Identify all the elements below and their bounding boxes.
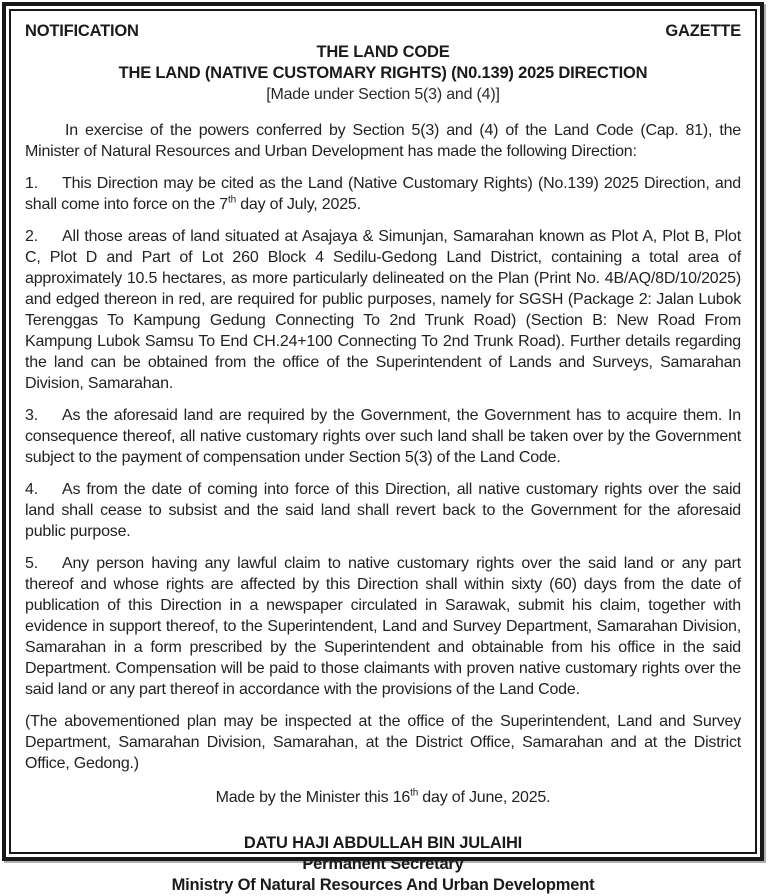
signatory-ministry: Ministry Of Natural Resources And Urban Development (171, 876, 595, 894)
ordinal-superscript: th (228, 194, 236, 206)
masthead (25, 21, 741, 42)
doc-title-line1: THE LAND CODE (316, 43, 450, 61)
item-text: As from the date of coming into force of this Direction, all native customary rights over the said land shall cease to subsist and the said land shall revert back to the Government for the aforesaid public purpose. (25, 481, 741, 540)
signature-block (25, 833, 741, 896)
direction-item-5 (25, 553, 741, 700)
direction-item-2 (25, 226, 741, 394)
direction-item-4 (25, 479, 741, 542)
item-text: All those areas of land situated at Asajaya & Simunjan, Samarahan known as Plot A, Plot B, Plot C, Plot D and Part of Lot 260 Block 4 Sedilu-Gedong Land District, containing a total area of approximately 10.5 hectares, as more particularly delineated on the Plan (Print No. 4B/AQ/8D/10/2025) and edged thereon in red, are required for public purposes, namely for SGSH (Package 2: Jalan Lubok Terenggas To Kampung Gedung Connecting To 2nd Trunk Road) (Section B: New Road From Kampung Lubok Samsu To End CH.24+100 Connecting To 2nd Trunk Road). Further details regarding the land can be obtained from the office of the Superintendent of Lands and Surveys, Samarahan Division, Samarahan. (25, 228, 741, 392)
document-inner-border (9, 9, 757, 894)
intro-paragraph: In exercise of the powers conferred by Section 5(3) and (4) of the Land Code (Cap. 81), the Minister of Natural Resources and Urban Development has made the following Direction: (25, 122, 741, 160)
item-text: This Direction may be cited as the Land (Native Customary Rights) (No.139) 2025 Direction, and shall come into force on the 7 (25, 175, 741, 213)
item-text: day of July, 2025. (235, 196, 361, 213)
signatory-title: Permanent Secretary (302, 855, 464, 873)
made-by-line (25, 787, 741, 808)
direction-item-3 (25, 405, 741, 468)
item-number: 1. (25, 175, 38, 192)
item-number: 2. (25, 228, 38, 245)
item-number: 3. (25, 407, 38, 424)
signatory-name: DATU HAJI ABDULLAH BIN JULAIHI (243, 834, 523, 852)
made-by-text: Made by the Minister this 16 (215, 789, 411, 806)
notification-label: NOTIFICATION (25, 22, 139, 40)
item-text: Any person having any lawful claim to native customary rights over the said land or any part thereof and whose rights are affected by this Direction shall within sixty (60) days from the date of publication of this Direction in a newspaper circulated in Sarawak, submit his claim, together with evidence in support thereof, to the Superintendent, Land and Survey Department, Samarahan Division, Samarahan in a form prescribed by the Superintendent and obtainable from his office in the said Department. Compensation will be paid to those claimants with proven native customary rights over the said land or any part thereof in accordance with the provisions of the Land Code. (25, 555, 741, 698)
item-text: As the aforesaid land are required by the Government, the Government has to acquire them. In consequence thereof, all native customary rights over such land shall be taken over by the Government subject to the payment of compensation under Section 5(3) of the Land Code. (25, 407, 741, 466)
plan-inspection-note: (The abovementioned plan may be inspected at the office of the Superintendent, Land and Survey Department, Samarahan Division, Samarahan, at the District Office, Samarahan and at the District Office, Gedong.) (25, 713, 741, 772)
gazette-label: GAZETTE (665, 22, 741, 40)
made-by-text: day of June, 2025. (418, 789, 551, 806)
item-number: 5. (25, 555, 38, 572)
direction-item-1 (25, 173, 741, 215)
made-under-note: [Made under Section 5(3) and (4)] (266, 86, 500, 103)
ordinal-superscript: th (410, 787, 419, 799)
doc-title-line2: THE LAND (NATIVE CUSTOMARY RIGHTS) (N0.139) 2025 DIRECTION (118, 64, 648, 82)
item-number: 4. (25, 481, 38, 498)
document-outer-border (2, 2, 764, 894)
